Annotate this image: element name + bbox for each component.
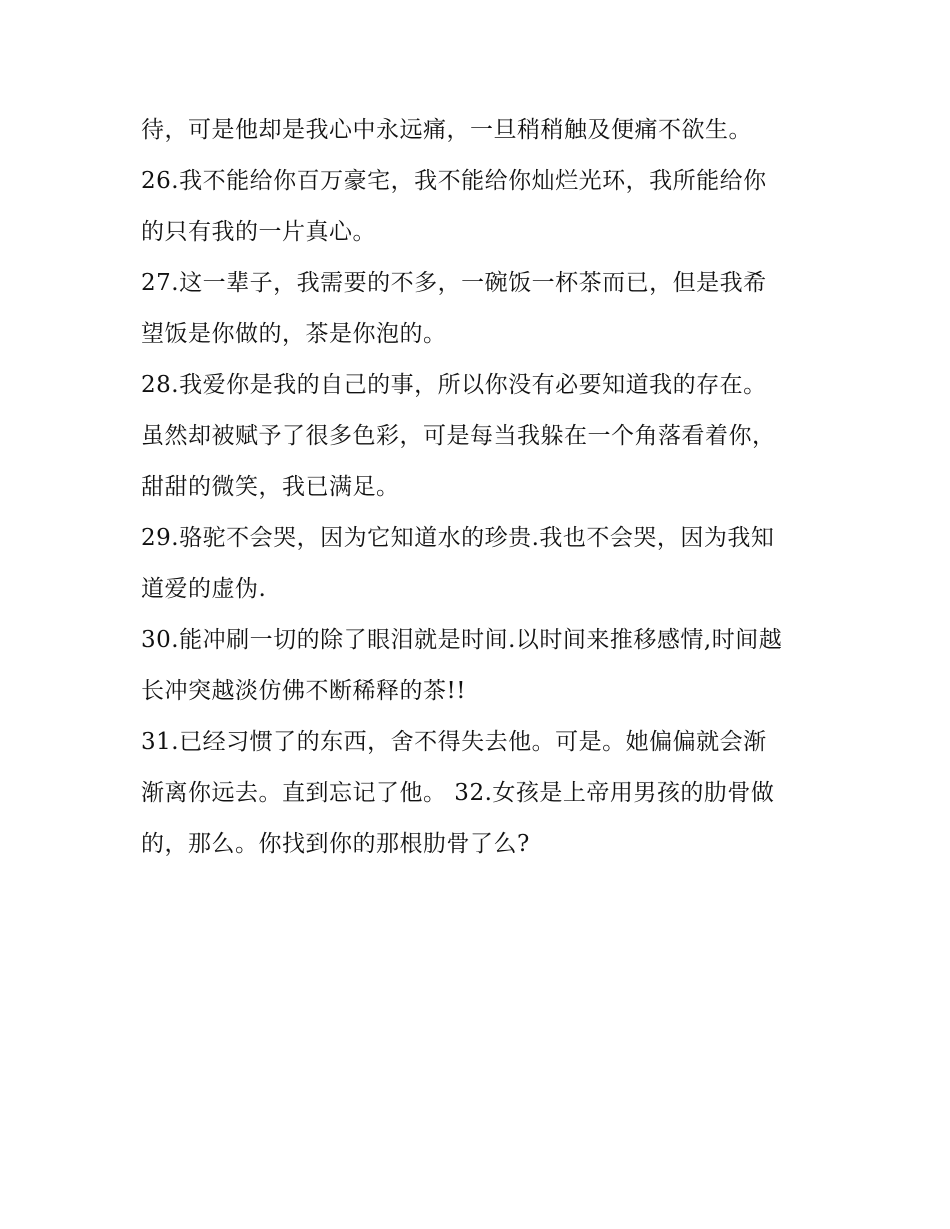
document-body: [141, 105, 831, 870]
text-line: 26.我不能给你百万豪宅，我不能给你灿烂光环，我所能给你: [141, 168, 767, 194]
text-line: 道爱的虚伪.: [141, 576, 267, 602]
text-line: 29.骆驼不会哭，因为它知道水的珍贵.我也不会哭，因为我知: [141, 525, 775, 551]
text-line: 27.这一辈子，我需要的不多，一碗饭一杯茶而已，但是我希: [141, 270, 767, 296]
text-line: 望饭是你做的，茶是你泡的。: [141, 321, 447, 347]
text-line: 长冲突越淡仿佛不断稀释的茶!!: [141, 678, 466, 704]
text-line: 甜甜的微笑，我已满足。: [141, 474, 400, 500]
text-line: 28.我爱你是我的自己的事，所以你没有必要知道我的存在。: [141, 372, 767, 398]
text-line: 虽然却被赋予了很多色彩，可是每当我躲在一个角落看着你，: [141, 423, 776, 449]
text-line: 的只有我的一片真心。: [141, 219, 376, 245]
text-line: 30.能冲刷一切的除了眼泪就是时间.以时间来推移感情,时间越: [141, 627, 783, 653]
text-line: 渐离你远去。直到忘记了他。 32.女孩是上帝用男孩的肋骨做: [141, 780, 775, 806]
text-line: 待，可是他却是我心中永远痛，一旦稍稍触及便痛不欲生。: [141, 117, 752, 143]
text-line: 31.已经习惯了的东西，舍不得失去他。可是。她偏偏就会渐: [141, 729, 767, 755]
text-line: 的，那么。你找到你的那根肋骨了么?: [141, 831, 530, 857]
